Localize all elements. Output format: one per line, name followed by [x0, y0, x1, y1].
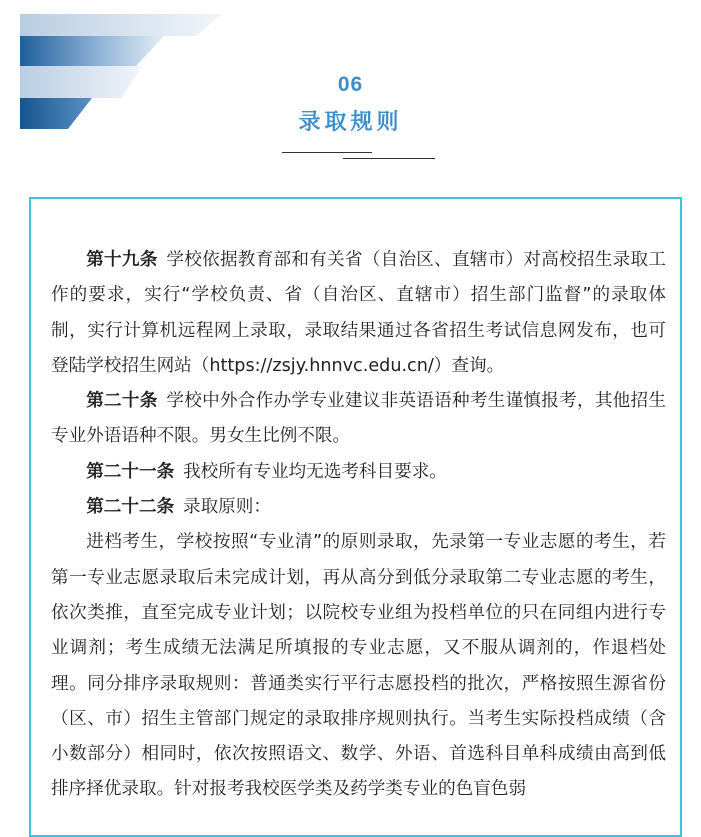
article-20: [51, 384, 666, 455]
article-text: 学校中外合作办学专业建议非英语语种考生谨慎报考，其他招生专业外语语种不限。男女生比例不限。: [51, 391, 666, 447]
decor-stripe-mid: [20, 36, 164, 66]
article-title: 第二十条: [86, 391, 158, 412]
article-title: 第十九条: [86, 250, 158, 270]
title-underline-right: [343, 158, 435, 159]
article-19: [51, 243, 666, 384]
article-title: 第二十一条: [86, 461, 175, 482]
article-text: 我校所有专业均无选考科目要求。: [182, 461, 447, 482]
title-underline-left: [282, 152, 372, 153]
section-title: 录取规则: [298, 110, 403, 135]
decor-stripe-light: [20, 14, 222, 36]
admission-principle-paragraph: 进档考生，学校按照“专业清”的原则录取，先录第一专业志愿的考生，若第一专业志愿录取后未完成计划，再从高分到低分录取第二专业志愿的考生，依次类推，直至完成专业计划；以院校专业组为投档单位的只在同组内进行专业调剂；考生成绩无法满足所填报的专业志愿，又不服从调剂的，作退档处理。同分排序录取规则：普通类实行平行志愿投档的批次，严格按照生源省份（区、市）招生主管部门规定的录取排序规则执行。当考生实际投档成绩（含小数部分）相同时，依次按照语文、数学、外语、首选科目单科成绩由高到低排序择优录取。针对报考我校医学类及药学类专业的色盲色弱: [51, 532, 666, 800]
rules-content: [51, 243, 666, 808]
section-number: 06: [337, 73, 364, 96]
article-text: 学校依据教育部和有关省（自治区、直辖市）对高校招生录取工作的要求，实行“学校负责、省（自治区、直辖市）招生部门监督”的录取体制，实行计算机远程网上录取，录取结果通过各省招生考试信息网发布，也可登陆学校招生网站（https://zsjy.hnnvc.edu.cn/）查询。: [51, 250, 666, 376]
article-21: [51, 455, 666, 490]
article-title: 第二十二条: [86, 497, 175, 518]
article-22: [51, 490, 666, 525]
article-text: 录取原则：: [182, 497, 271, 518]
